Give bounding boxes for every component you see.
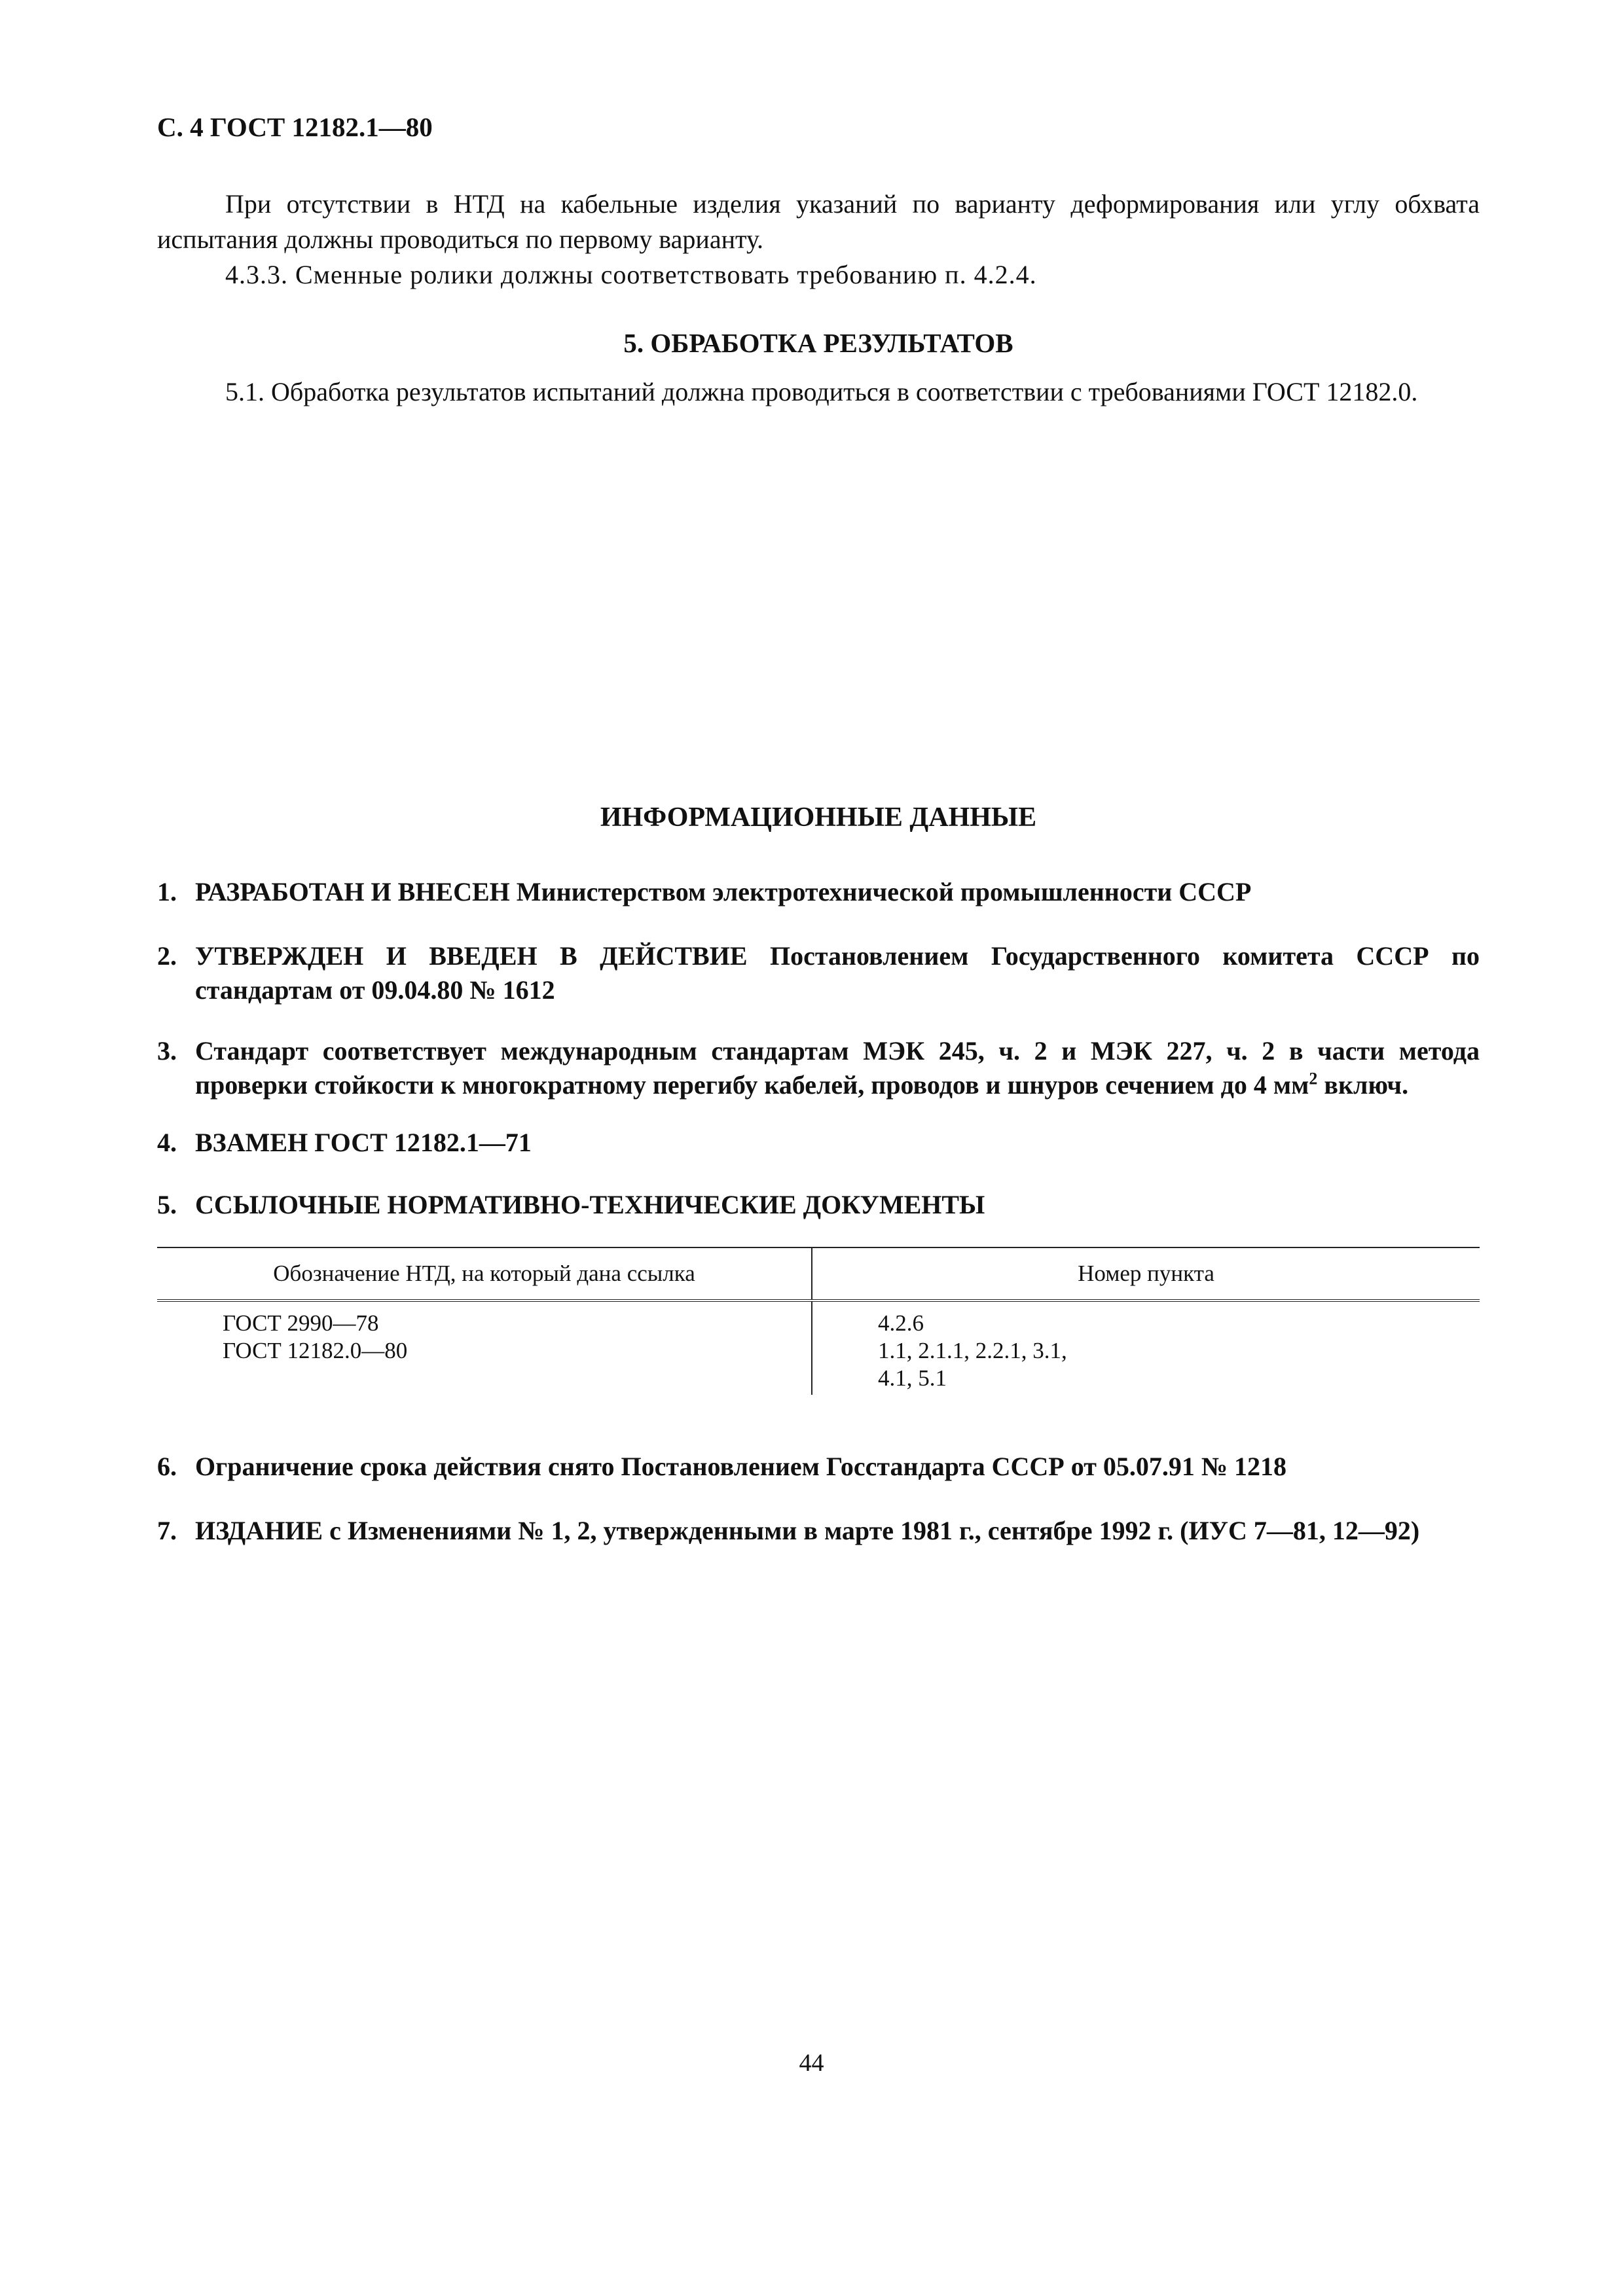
superscript: 2 xyxy=(1309,1069,1318,1088)
info-item-number: 4. xyxy=(157,1128,177,1157)
reference-documents-table xyxy=(157,1247,1480,1395)
info-item-5 xyxy=(157,1188,1480,1222)
table-cell-clause-numbers xyxy=(812,1300,1480,1395)
intro-paragraph: При отсутствии в НТД на кабельные изделия указаний по варианту деформирования или углу обхвата испытания должны проводиться по первому варианту. xyxy=(157,189,1480,254)
info-item-text: РАЗРАБОТАН И ВНЕСЕН Министерством электротехнической промышленности СССР xyxy=(195,877,1252,906)
info-item-3 xyxy=(157,1034,1480,1102)
info-item-text: ИЗДАНИЕ с Изменениями № 1, 2, утвержденными в марте 1981 г., сентябре 1992 г. (ИУС 7—81, 12—92) xyxy=(195,1516,1420,1545)
info-item-number: 7. xyxy=(157,1516,177,1545)
list-item: ГОСТ 12182.0—80 xyxy=(223,1338,408,1363)
table-header-clause-number: Номер пункта xyxy=(812,1247,1480,1300)
info-item-text-tail: включ. xyxy=(1317,1070,1409,1100)
table-header-designation: Обозначение НТД, на который дана ссылка xyxy=(157,1247,812,1300)
page-number: 44 xyxy=(799,2049,824,2077)
page-header: С. 4 ГОСТ 12182.1—80 xyxy=(157,112,433,142)
list-item: 4.2.6 xyxy=(878,1310,924,1336)
info-item-number: 5. xyxy=(157,1190,177,1219)
section-5-title: 5. ОБРАБОТКА РЕЗУЛЬТАТОВ xyxy=(623,328,1013,358)
list-item: ГОСТ 2990—78 xyxy=(223,1310,379,1336)
info-item-text: ССЫЛОЧНЫЕ НОРМАТИВНО-ТЕХНИЧЕСКИЕ ДОКУМЕНТЫ xyxy=(195,1190,985,1219)
clause-4-3-3: 4.3.3. Сменные ролики должны соответствовать требованию п. 4.2.4. xyxy=(225,260,1037,289)
info-item-1 xyxy=(157,875,1480,909)
info-item-text: Ограничение срока действия снято Постановлением Госстандарта СССР от 05.07.91 № 1218 xyxy=(195,1452,1287,1481)
list-item: 4.1, 5.1 xyxy=(878,1365,947,1391)
info-item-4 xyxy=(157,1126,1480,1160)
list-item: 1.1, 2.1.1, 2.2.1, 3.1, xyxy=(878,1338,1067,1363)
table-row xyxy=(157,1300,1480,1395)
table-cell-designations xyxy=(157,1300,812,1395)
info-item-number: 2. xyxy=(157,941,177,971)
body-block-4 xyxy=(157,187,1480,293)
info-item-6 xyxy=(157,1450,1480,1484)
info-item-2 xyxy=(157,939,1480,1007)
info-item-number: 6. xyxy=(157,1452,177,1481)
info-item-text xyxy=(195,1034,1480,1102)
info-item-number: 1. xyxy=(157,877,177,906)
table-header-row xyxy=(157,1247,1480,1300)
info-item-text-main: Стандарт соответствует международным стандартам МЭК 245, ч. 2 и МЭК 227, ч. 2 в части метода проверки стойкости к многократному перегибу кабелей, проводов и шнуров сечением до 4 мм xyxy=(195,1036,1480,1100)
info-item-number: 3. xyxy=(157,1036,177,1066)
info-item-text: ВЗАМЕН ГОСТ 12182.1—71 xyxy=(195,1128,532,1157)
info-item-7 xyxy=(157,1514,1480,1548)
clause-5-1: 5.1. Обработка результатов испытаний должна проводиться в соответствии с требованиями ГОСТ 12182.0. xyxy=(225,377,1418,406)
info-title: ИНФОРМАЦИОННЫЕ ДАННЫЕ xyxy=(600,802,1037,833)
body-block-5 xyxy=(157,374,1480,410)
info-item-text: УТВЕРЖДЕН И ВВЕДЕН В ДЕЙСТВИЕ Постановлением Государственного комитета СССР по стандартам от 09.04.80 № 1612 xyxy=(195,941,1480,1005)
